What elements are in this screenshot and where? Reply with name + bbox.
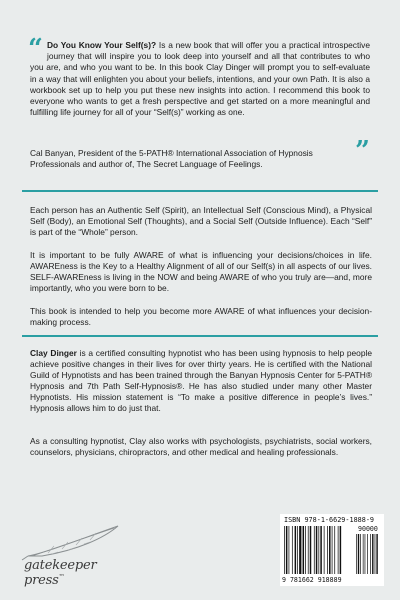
- barcode-bar: [318, 526, 319, 574]
- author-name: Clay Dinger: [30, 348, 77, 358]
- barcode-bar: [292, 526, 293, 574]
- author-bio-continued: As a consulting hypnotist, Clay also works with psychologists, psychiatrists, social workers, counselors, physicians, chiropractors, and other medical and healing professionals.: [30, 436, 372, 457]
- divider-bottom: [22, 335, 378, 337]
- barcode-bar: [314, 526, 315, 574]
- barcode-bar: [299, 526, 301, 574]
- barcode-bar: [340, 526, 342, 574]
- addon-barcode-bars: [356, 534, 382, 576]
- addon-bar: [356, 534, 357, 574]
- barcode-bar: [303, 526, 305, 574]
- price-addon-number: 90000: [358, 525, 378, 533]
- addon-bar: [370, 534, 371, 574]
- addon-bar: [372, 534, 373, 574]
- barcode-bar: [286, 526, 288, 574]
- barcode-bar: [316, 526, 318, 574]
- barcode-bar: [327, 526, 328, 574]
- barcode-bar: [295, 526, 297, 574]
- intent-paragraph: This book is intended to help you become more AWARE of what influences your decision-making process.: [30, 306, 372, 327]
- close-quote-icon: ”: [355, 136, 370, 166]
- addon-bar: [367, 534, 368, 574]
- isbn-barcode: [280, 514, 384, 586]
- barcode-bar: [329, 526, 331, 574]
- divider-top: [22, 190, 378, 192]
- addon-bar: [376, 534, 377, 574]
- addon-bar: [358, 534, 359, 574]
- publisher-trademark: ™: [58, 573, 65, 581]
- barcode-bar: [284, 526, 285, 574]
- quote-lead: Do You Know Your Self(s)?: [46, 40, 157, 50]
- barcode-bar: [338, 526, 339, 574]
- barcode-bar: [308, 526, 309, 574]
- publisher-name: gatekeeper press: [24, 558, 97, 588]
- isbn-text: ISBN 978-1-6629-1888-9: [284, 516, 375, 524]
- author-bio-text: is a certified consulting hypnotist who has been using hypnosis to help people achieve positive changes in their lives for over thirty years. He is certified with the National Guild of Hypnotists and has been trained through the Banyan Hypnosis Center for 5-PATH® Hypnosis and 7th Path Self-Hypnosis®. He has also studied under many other Master Hypnotists. His mission statement is “To make a positive difference in people’s lives.” Hypnosis allows him to do just that.: [30, 348, 372, 413]
- addon-bar: [375, 534, 376, 574]
- barcode-bar: [320, 526, 322, 574]
- publisher-logo: [18, 522, 138, 588]
- open-quote-icon: “: [28, 34, 43, 64]
- addon-bar: [363, 534, 364, 574]
- self-description-paragraph: Each person has an Authentic Self (Spirit), an Intellectual Self (Conscious Mind), a Physical Self (Body), an Emotional Self (Thoughts), and a Social Self (Outside Influence). Each “Self” is part of the “Whole” person.: [30, 205, 372, 237]
- barcode-bar: [305, 526, 306, 574]
- quote-attribution: Cal Banyan, President of the 5-PATH® International Association of Hypnosis Professionals and author of, The Secret Language of Feelings.: [30, 148, 313, 170]
- quote-body: Is a new book that will offer you a practical introspective journey that will inspire you to look deep into yourself and all that contributes to who you are, and who you want to be. In this book Clay Dinger will prompt you to self-evaluate in a way that will enlighten you about your beliefs, intentions, and your own Path. It is also a workbook set up to help you put these new insights into action. I recommend this book to everyone who wants to get a fresh perspective and get started on a more meaningful and fulfilling life journey for all of your “Self(s)” working as one.: [30, 40, 370, 118]
- barcode-bar: [297, 526, 298, 574]
- barcode-bar: [334, 526, 335, 574]
- ean-number: 9 781662 918889: [282, 576, 342, 584]
- barcode-bar: [324, 526, 325, 574]
- author-bio: [30, 348, 372, 414]
- barcode-bar: [310, 526, 312, 574]
- addon-bar: [360, 534, 361, 574]
- barcode-bar: [289, 526, 290, 574]
- awareness-paragraph: It is important to be fully AWARE of what is influencing your decisions/choices in life. AWAREness is the Key to a Healthy Alignment of all of our Self(s) in all aspects of our lives. SELF-AWAREness is living in the NOW and being AWARE of who you truly are—and, more importantly, who you were born to be.: [30, 250, 372, 293]
- barcode-bar: [332, 526, 333, 574]
- feather-icon: [18, 522, 138, 562]
- ean-barcode-bars: [284, 526, 354, 576]
- publisher-wordmark: [24, 558, 138, 588]
- addon-bar: [365, 534, 366, 574]
